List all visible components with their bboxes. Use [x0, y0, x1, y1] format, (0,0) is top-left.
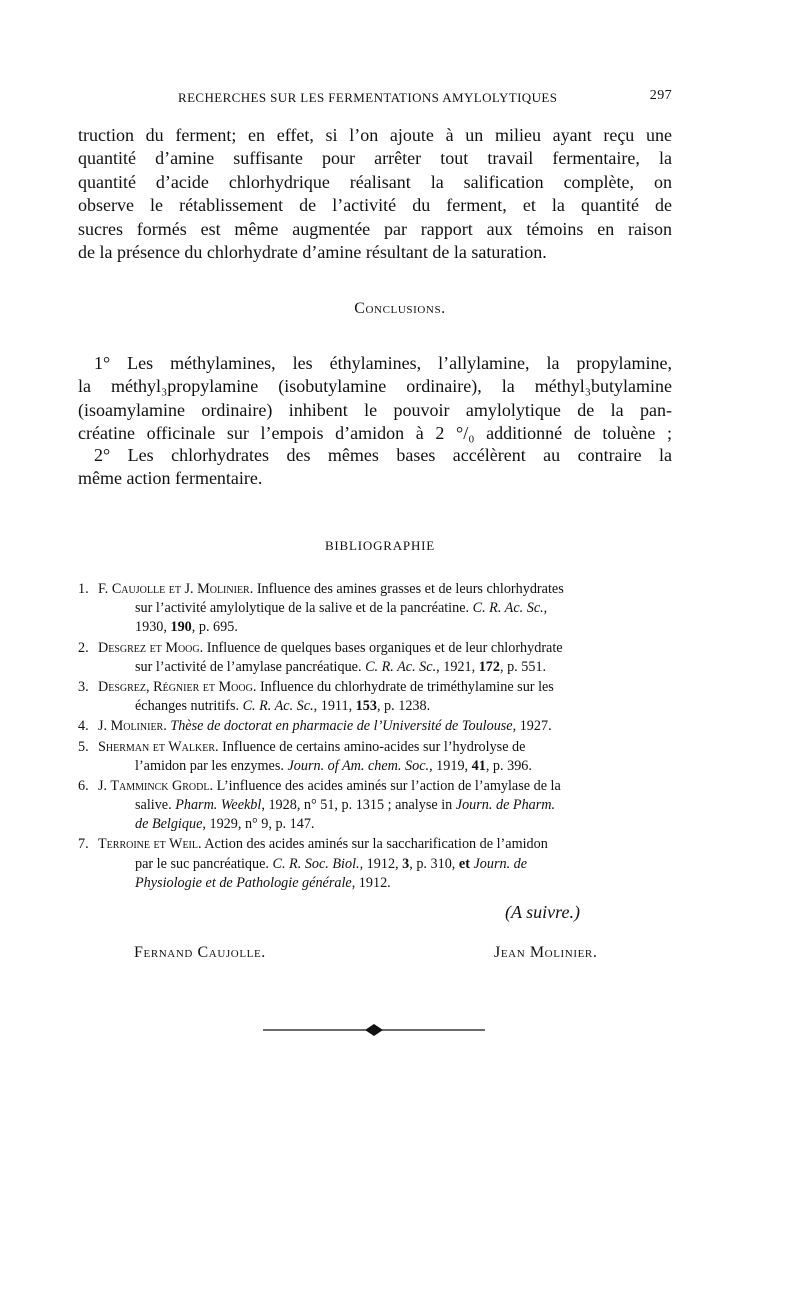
reference-text: , p. 551.: [499, 658, 547, 675]
volume: 153: [355, 698, 377, 715]
conclusion-item-1: [78, 352, 672, 446]
journal-name: C. R. Ac. Sc.: [365, 658, 437, 675]
reference-text: , 1912.: [351, 874, 391, 891]
reference-text: , p. 1238.: [376, 698, 431, 715]
reference-text: sur l’activité amylolytique de la salive et de la pancréatine.: [135, 600, 470, 617]
reference-number: 7.: [78, 836, 89, 853]
journal-name: Journ. de: [469, 855, 528, 872]
reference-text: et: [458, 855, 470, 872]
running-head: [78, 88, 672, 108]
reference-text: Action des acides aminés sur la saccharification de l’amidon: [201, 836, 548, 853]
paragraph-fermentation: [78, 124, 672, 264]
conclusion-item-2: [78, 444, 672, 491]
reference-number: 1.: [78, 581, 89, 597]
text-line: même action fermentaire.: [78, 468, 263, 489]
reference-text: , 1929, n° 9, p. 147.: [202, 816, 315, 833]
reference-authors: Terroine et Weil.: [98, 836, 202, 853]
text-line: quantité d’amine suffisante pour arrêter tout travail fermentaire, la: [78, 148, 672, 169]
text-line: observe le rétablissement de l’activité du ferment, et la quantité de: [78, 195, 672, 216]
reference-text: , p. 396.: [485, 757, 532, 774]
reference-text: salive.: [135, 797, 176, 814]
reference-number: 6.: [78, 777, 89, 794]
reference-text: L’influence des acides aminés sur l’action de l’amylase de la: [213, 777, 561, 794]
journal-name: C. R. Soc. Biol.: [272, 855, 360, 872]
reference-text: Influence des amines grasses et de leurs chlorhydrates: [253, 581, 564, 597]
bibliography-list: [78, 580, 674, 894]
reference-text: , 1927.: [512, 718, 552, 735]
reference-item: [78, 777, 674, 835]
reference-text: sur l’activité de l’amylase pancréatique.: [135, 658, 362, 675]
text-line: 2° Les chlorhydrates des mêmes bases accélèrent au contraire la: [94, 445, 672, 465]
reference-text: , 1928, n° 51, p. 1315 ; analyse in: [261, 797, 456, 814]
journal-name: Journ. of Am. chem. Soc.: [287, 757, 430, 774]
reference-item: [78, 835, 674, 893]
reference-text: , p. 695.: [191, 619, 238, 636]
volume: 41: [471, 757, 486, 774]
reference-authors: Desgrez et Moog.: [98, 639, 204, 656]
text-line: truction du ferment; en effet, si l’on ajoute à un milieu ayant reçu une: [78, 125, 672, 145]
reference-item: [78, 738, 674, 776]
reference-item: [78, 639, 674, 677]
reference-text: échanges nutritifs.: [135, 698, 240, 715]
journal-name: C. R. Ac. Sc.: [472, 600, 544, 617]
text-line: 1° Les méthylamines, les éthylamines, l’allylamine, la propylamine,: [94, 353, 672, 373]
text-line: quantité d’acide chlorhydrique réalisant la salification complète, on: [78, 171, 672, 192]
reference-authors: Sherman et Walker.: [98, 738, 219, 755]
reference-item: [78, 678, 674, 716]
reference-text: , 1921,: [436, 658, 479, 675]
journal-name: Thèse de doctorat en pharmacie de l’Université de Toulouse: [166, 718, 513, 735]
reference-item: 1. F. Caujolle et J. Molinier. Influence des amines grasses et de leurs chlorhydrates sur l’activité amylolytique de la salive et de la pancréatine. C. R. Ac. Sc., 1930, 190, p. 695.: [78, 581, 564, 636]
volume: 190: [170, 619, 192, 636]
reference-authors: J. Molinier.: [98, 718, 167, 735]
author-signature-2: Jean Molinier.: [494, 944, 598, 961]
reference-text: , p. 310,: [409, 855, 459, 872]
text-line: sucres formés est même augmentée par rapport aux témoins en raison: [78, 218, 672, 239]
page-number: 297: [649, 88, 672, 103]
reference-item: [78, 717, 674, 736]
journal-name: C. R. Ac. Sc.: [242, 698, 314, 715]
reference-authors: Desgrez, Régnier et Moog.: [98, 678, 257, 695]
text-line: (isoamylamine ordinaire) inhibent le pouvoir amylolytique de la pan-: [78, 399, 672, 420]
reference-authors: J. Tamminck Grodl.: [98, 777, 214, 794]
bibliography-heading: BIBLIOGRAPHIE: [324, 538, 436, 553]
author-signature-1: Fernand Caujolle.: [134, 944, 266, 961]
reference-authors: F. Caujolle et J. Molinier.: [98, 581, 254, 597]
text-line: créatine officinale sur l’empois d’amidon à 2 °/₀ additionné de toluène ;: [78, 423, 672, 444]
reference-text: Influence du chlorhydrate de triméthylamine sur les: [256, 678, 554, 695]
journal-name: de Belgique: [135, 816, 203, 833]
reference-text: Influence de quelques bases organiques et de leur chlorhydrate: [203, 639, 563, 656]
reference-text: l’amidon par les enzymes.: [135, 757, 284, 774]
volume: 172: [478, 658, 500, 675]
reference-text: par le suc pancréatique.: [135, 855, 273, 872]
reference-number: 5.: [78, 738, 89, 755]
reference-text: Influence de certains amino-acides sur l’hydrolyse de: [218, 738, 526, 755]
journal-name: Journ. de Pharm.: [455, 797, 556, 814]
conclusions-heading: Conclusions.: [354, 300, 446, 317]
diamond-ornament-icon: [263, 1022, 485, 1038]
journal-name: Pharm. Weekbl: [175, 797, 262, 814]
reference-number: 2.: [78, 639, 89, 656]
reference-text: 1930,: [135, 619, 171, 636]
reference-number: 4.: [78, 718, 89, 735]
volume: 3: [402, 855, 410, 872]
text-line: de la présence du chlorhydrate d’amine résultant de la saturation.: [78, 241, 547, 262]
running-head-title: RECHERCHES SUR LES FERMENTATIONS AMYLOLYTIQUES: [178, 90, 558, 105]
reference-number: 3.: [78, 678, 89, 695]
reference-text: , 1919,: [429, 757, 472, 774]
to-be-continued: (A suivre.): [505, 902, 580, 922]
reference-text: , 1911,: [313, 698, 356, 715]
journal-name: Physiologie et de Pathologie générale: [135, 874, 352, 891]
reference-text: , 1912,: [359, 855, 403, 872]
text-line: la méthyl₃propylamine (isobutylamine ordinaire), la méthyl₃butylamine: [78, 376, 672, 397]
